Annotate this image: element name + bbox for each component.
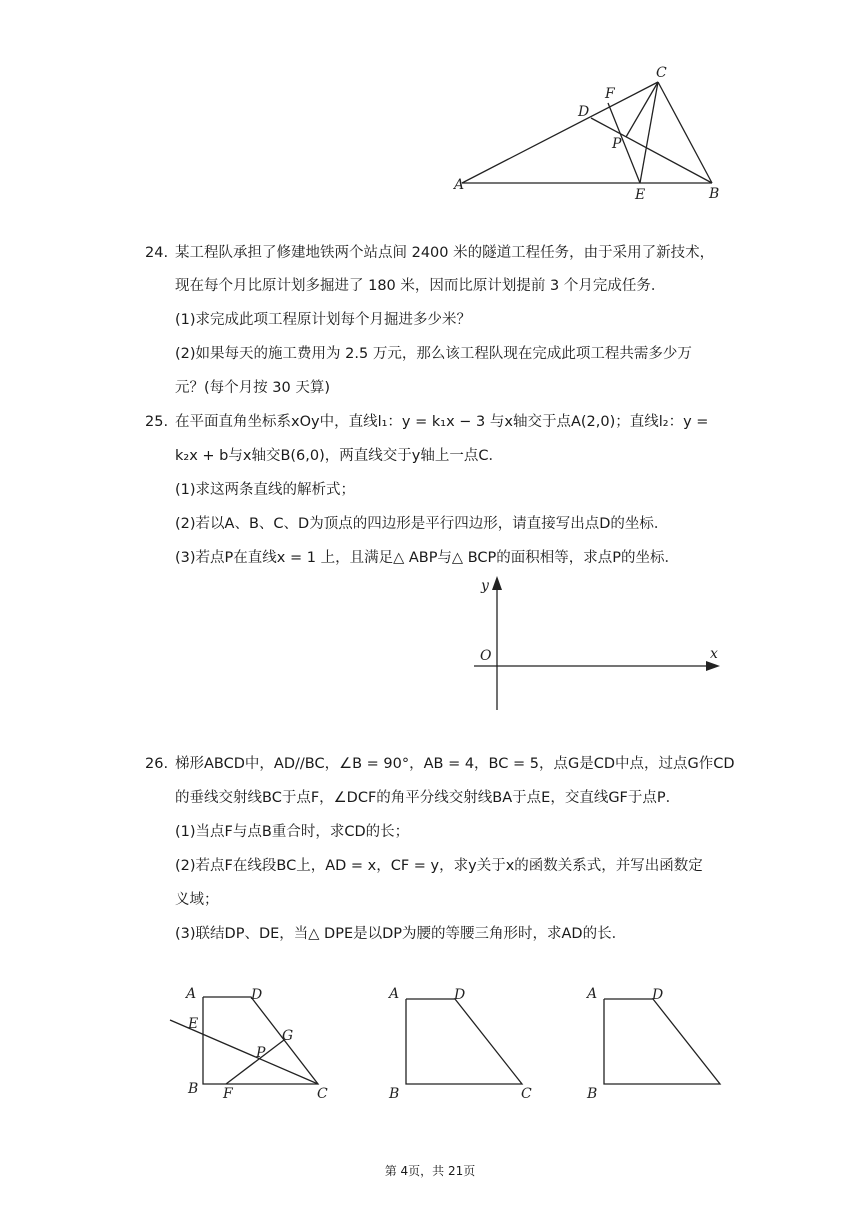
q26-part-2: (2)若点F在线段BC上，AD = x，CF = y，求y关于x的函数关系式，并写出函数定 — [175, 858, 703, 874]
q25-line-2: k₂x + b与x轴交B(6,0)，两直线交于y轴上一点C． — [175, 448, 503, 464]
t1-label-F: F — [223, 1086, 233, 1100]
t2-label-A: A — [389, 986, 400, 1002]
q24-part-1: (1)求完成此项工程原计划每个月掘进多少米？ — [175, 312, 472, 328]
t1-label-A: A — [186, 986, 197, 1002]
q26-line-1: 26. 梯形ABCD中，AD//BC，∠B = 90°，AB = 4，BC = 5，点G是CD中点，过点G作CD — [145, 756, 735, 772]
t3-label-D: D — [652, 987, 664, 1003]
t3-label-A: A — [587, 986, 598, 1002]
t1-label-B: B — [188, 1081, 199, 1097]
axis-y-label: y — [481, 578, 489, 594]
trapezoid-figures — [160, 980, 730, 1100]
q25-part-3: (3)若点P在直线x = 1 上，且满足△ ABP与△ BCP的面积相等，求点P的坐标． — [175, 550, 680, 566]
label-D: D — [578, 104, 590, 120]
label-C: C — [656, 65, 667, 81]
q24-part-2-cont: 元？(每个月按 30 天算) — [175, 380, 330, 396]
axes-figure — [470, 570, 730, 715]
label-F: F — [605, 86, 615, 102]
page-footer: 第 4页，共 21页 — [384, 1164, 476, 1178]
origin-label: O — [480, 648, 492, 664]
q25-number: 25. — [145, 414, 169, 430]
triangle-figure — [440, 62, 730, 207]
t2-label-B: B — [389, 1086, 400, 1100]
t1-label-C: C — [317, 1086, 328, 1100]
t1-label-P: P — [256, 1045, 266, 1061]
t2-label-D: D — [454, 987, 466, 1003]
q26-number: 26. — [145, 756, 169, 772]
t2-label-C: C — [521, 1086, 532, 1100]
q25-part-1: (1)求这两条直线的解析式； — [175, 482, 356, 498]
q26-part-2-cont: 义域； — [175, 892, 219, 908]
q24-line-2: 现在每个月比原计划多掘进了 180 米，因而比原计划提前 3 个月完成任务． — [175, 278, 666, 294]
q26-part-3: (3)联结DP、DE，当△ DPE是以DP为腰的等腰三角形时，求AD的长． — [175, 926, 627, 942]
q25-part-2: (2)若以A、B、C、D为顶点的四边形是平行四边形，请直接写出点D的坐标． — [175, 516, 669, 532]
t1-label-D: D — [251, 987, 263, 1003]
t1-label-G: G — [282, 1028, 294, 1044]
q26-line-2: 的垂线交射线BC于点F，∠DCF的角平分线交射线BA于点E，交直线GF于点P． — [175, 790, 681, 806]
label-B: B — [709, 186, 720, 202]
q24-number: 24. — [145, 245, 169, 261]
q25-line-1: 25. 在平面直角坐标系xOy中，直线l₁：y = k₁x − 3 与x轴交于点A(2,0)；直线l₂：y = — [145, 414, 709, 430]
label-P: P — [612, 136, 622, 152]
q26-part-1: (1)当点F与点B重合时，求CD的长； — [175, 824, 410, 840]
label-A: A — [454, 177, 465, 193]
q24-line-1: 24. 某工程队承担了修建地铁两个站点间 2400 米的隧道工程任务，由于采用了新技术， — [145, 245, 715, 261]
label-E: E — [635, 187, 646, 203]
t3-label-B: B — [587, 1086, 598, 1100]
t1-label-E: E — [188, 1016, 199, 1032]
axis-x-label: x — [710, 646, 718, 662]
q24-part-2: (2)如果每天的施工费用为 2.5 万元，那么该工程队现在完成此项工程共需多少万 — [175, 346, 692, 362]
